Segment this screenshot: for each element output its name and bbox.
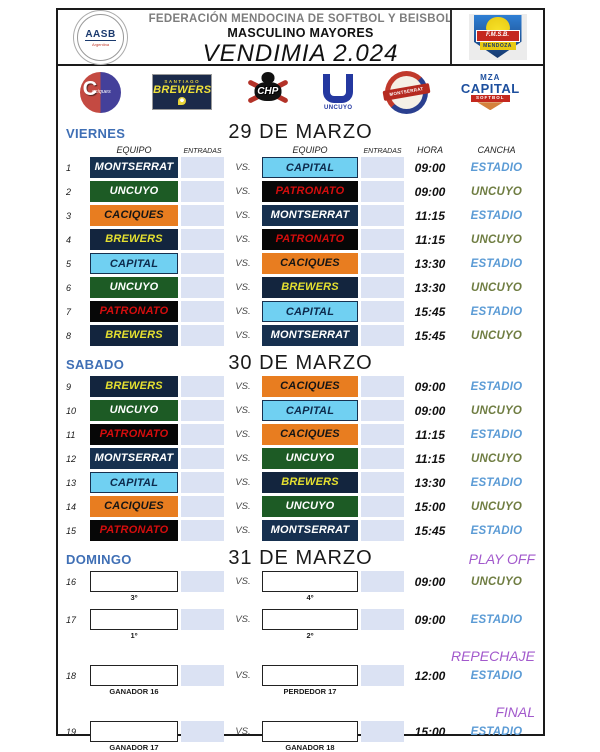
vs-label: VS. <box>235 258 251 269</box>
match-venue: UNCUYO <box>470 575 523 588</box>
match-time: 12:00 <box>414 668 446 683</box>
match-time: 13:30 <box>414 280 446 295</box>
federation-title: FEDERACIÓN MENDOCINA DE SOFTBOL Y BEISBOL <box>148 13 453 25</box>
home-team-cell <box>90 448 178 469</box>
team-box-home: MONTSERRAT <box>90 448 178 469</box>
caciques-logo <box>80 72 121 113</box>
match-number: 11 <box>66 429 76 440</box>
match-number: 5 <box>66 258 72 269</box>
seed-labels-row <box>58 743 543 752</box>
spacer <box>181 687 224 696</box>
entradas-cell[interactable] <box>361 229 404 250</box>
match-venue: ESTADIO <box>470 613 523 626</box>
team-logo-strip <box>58 66 543 118</box>
match-time: 09:00 <box>414 379 446 394</box>
team-box-away: CAPITAL <box>262 301 358 322</box>
uncuyo-logo-text: UNCUYO <box>324 104 353 111</box>
vs-label: VS. <box>235 330 251 341</box>
mza-logo-text: CAPITAL <box>460 80 520 96</box>
seed-labels-row <box>58 687 543 696</box>
team-box-home: BREWERS <box>90 325 178 346</box>
match-row <box>58 571 543 592</box>
away-team-cell <box>262 520 358 541</box>
spacer <box>224 631 262 640</box>
spacer <box>66 631 90 640</box>
home-team-cell <box>90 229 178 250</box>
team-box-home: BREWERS <box>90 229 178 250</box>
stage-label: FINAL <box>495 704 535 720</box>
match-time: 11:15 <box>415 451 445 466</box>
home-team-cell <box>90 571 178 592</box>
montserrat-logo-text: MONTSERRAT <box>382 82 430 100</box>
home-team-cell <box>90 301 178 322</box>
entradas-cell[interactable] <box>361 472 404 493</box>
entradas-cell[interactable] <box>361 181 404 202</box>
match-venue: ESTADIO <box>470 476 523 489</box>
seed-label-away: 2º <box>306 631 314 640</box>
entradas-cell[interactable] <box>181 229 224 250</box>
match-venue: UNCUYO <box>470 281 523 294</box>
entradas-cell[interactable] <box>181 496 224 517</box>
col-entradas-header: ENTRADAS <box>363 148 402 155</box>
entradas-cell[interactable] <box>181 424 224 445</box>
col-entradas-header: ENTRADAS <box>183 148 222 155</box>
entradas-cell[interactable] <box>361 448 404 469</box>
entradas-cell[interactable] <box>361 376 404 397</box>
home-team-cell <box>90 253 178 274</box>
match-row <box>58 157 543 178</box>
seed-label-home: 3º <box>130 593 138 602</box>
match-venue: ESTADIO <box>470 257 523 270</box>
match-row <box>58 181 543 202</box>
team-box-away: MONTSERRAT <box>262 520 358 541</box>
chp-logo <box>244 71 292 113</box>
match-number: 8 <box>66 330 72 341</box>
match-number: 18 <box>66 670 77 681</box>
match-row <box>58 400 543 421</box>
entradas-cell[interactable] <box>361 277 404 298</box>
away-team-cell <box>262 472 358 493</box>
spacer <box>224 593 262 602</box>
day-name: DOMINGO <box>66 552 132 567</box>
caciques-logo-text: aciques <box>91 88 111 95</box>
day-date: 29 DE MARZO <box>228 121 373 143</box>
match-venue: ESTADIO <box>470 524 523 537</box>
match-time: 09:00 <box>414 403 446 418</box>
home-team-cell <box>90 520 178 541</box>
day-stage-label: PLAY OFF <box>468 551 535 567</box>
home-team-cell <box>90 424 178 445</box>
vs-label: VS. <box>235 306 251 317</box>
team-box-away: BREWERS <box>262 472 358 493</box>
team-box-home: MONTSERRAT <box>90 157 178 178</box>
caciques-logo-initial: C <box>82 77 98 100</box>
entradas-cell[interactable] <box>361 400 404 421</box>
match-time: 09:00 <box>414 160 446 175</box>
match-number: 9 <box>66 381 72 392</box>
entradas-cell[interactable] <box>361 609 404 630</box>
match-venue: ESTADIO <box>470 305 523 318</box>
match-row <box>58 472 543 493</box>
match-row <box>58 277 543 298</box>
seed-label-away: PERDEDOR 17 <box>283 687 337 696</box>
day-date: 30 DE MARZO <box>228 352 373 374</box>
aasb-logo-subtext: Argentina <box>91 41 110 47</box>
fmsb-logo-cell <box>450 10 543 64</box>
home-team-cell <box>90 665 178 686</box>
away-team-cell <box>262 229 358 250</box>
team-box-home: CACIQUES <box>90 496 178 517</box>
match-row <box>58 448 543 469</box>
day-header <box>58 118 543 145</box>
vs-label: VS. <box>235 453 251 464</box>
entradas-cell[interactable] <box>361 325 404 346</box>
seed-labels-row <box>58 593 543 602</box>
vs-label: VS. <box>235 477 251 488</box>
away-team-cell <box>262 721 358 742</box>
match-number: 2 <box>66 186 72 197</box>
match-venue: UNCUYO <box>470 329 523 342</box>
team-box-home: PATRONATO <box>90 424 178 445</box>
entradas-cell[interactable] <box>181 520 224 541</box>
match-venue: UNCUYO <box>470 500 523 513</box>
away-team-cell <box>262 609 358 630</box>
entradas-cell[interactable] <box>181 571 224 592</box>
match-venue: UNCUYO <box>470 233 523 246</box>
match-row <box>58 520 543 541</box>
match-row <box>58 609 543 630</box>
entradas-cell[interactable] <box>181 301 224 322</box>
away-team-cell <box>262 448 358 469</box>
vs-label: VS. <box>235 670 251 681</box>
entradas-cell[interactable] <box>181 376 224 397</box>
col-equipo-header: EQUIPO <box>292 145 328 155</box>
mza-shield-icon <box>477 102 503 110</box>
empty-team-box[interactable] <box>262 721 358 742</box>
team-box-away: CAPITAL <box>262 400 358 421</box>
col-hora-header: HORA <box>416 145 443 155</box>
match-venue: UNCUYO <box>470 404 523 417</box>
team-box-home: UNCUYO <box>90 277 178 298</box>
fmsb-logo-text: F.M.S.B. <box>476 30 520 42</box>
team-box-away: CACIQUES <box>262 376 358 397</box>
home-team-cell <box>90 496 178 517</box>
spacer <box>181 743 224 752</box>
team-box-home: UNCUYO <box>90 400 178 421</box>
entradas-cell[interactable] <box>181 181 224 202</box>
entradas-cell[interactable] <box>361 721 404 742</box>
away-team-cell <box>262 400 358 421</box>
match-time: 11:15 <box>415 232 445 247</box>
entradas-cell[interactable] <box>181 253 224 274</box>
seed-labels-row <box>58 631 543 640</box>
spacer <box>66 687 90 696</box>
match-number: 17 <box>66 614 77 625</box>
uncuyo-u-icon <box>323 74 353 103</box>
entradas-cell[interactable] <box>361 571 404 592</box>
match-row <box>58 325 543 346</box>
match-number: 14 <box>66 501 77 512</box>
glove-ball-icon <box>178 97 186 105</box>
home-team-cell <box>90 609 178 630</box>
team-box-away: UNCUYO <box>262 496 358 517</box>
match-row <box>58 229 543 250</box>
tournament-title: VENDIMIA 2.024 <box>202 39 399 67</box>
match-time: 11:15 <box>415 208 445 223</box>
home-team-cell <box>90 277 178 298</box>
entradas-cell[interactable] <box>361 520 404 541</box>
match-time: 09:00 <box>414 612 446 627</box>
empty-team-box[interactable] <box>90 665 178 686</box>
entradas-cell[interactable] <box>181 448 224 469</box>
spacer <box>66 743 90 752</box>
team-box-away: MONTSERRAT <box>262 205 358 226</box>
match-number: 12 <box>66 453 77 464</box>
header <box>58 10 543 66</box>
brewers-logo-text: BREWERS <box>153 84 212 96</box>
match-number: 19 <box>66 726 77 737</box>
empty-team-box[interactable] <box>262 609 358 630</box>
entradas-cell[interactable] <box>361 205 404 226</box>
vs-label: VS. <box>235 282 251 293</box>
brewers-logo-toptext: SANTIAGO <box>164 79 201 84</box>
team-box-home: CACIQUES <box>90 205 178 226</box>
team-box-away: CACIQUES <box>262 253 358 274</box>
match-time: 15:45 <box>414 304 446 319</box>
seed-label-away: 4º <box>306 593 314 602</box>
sections <box>58 118 543 752</box>
category-title: MASCULINO MAYORES <box>227 26 374 41</box>
vs-label: VS. <box>235 405 251 416</box>
match-time: 15:00 <box>414 724 446 739</box>
entradas-cell[interactable] <box>181 609 224 630</box>
seed-label-away: GANADOR 18 <box>285 743 335 752</box>
uncuyo-logo <box>323 74 353 111</box>
day-section-sabado <box>58 349 543 541</box>
vs-label: VS. <box>235 726 251 737</box>
match-row <box>58 205 543 226</box>
match-row <box>58 376 543 397</box>
team-box-away: PATRONATO <box>262 229 358 250</box>
vs-label: VS. <box>235 186 251 197</box>
day-name: SABADO <box>66 357 125 372</box>
match-number: 7 <box>66 306 72 317</box>
entradas-cell[interactable] <box>181 665 224 686</box>
home-team-cell <box>90 721 178 742</box>
match-row <box>58 253 543 274</box>
vs-label: VS. <box>235 162 251 173</box>
empty-team-box[interactable] <box>90 721 178 742</box>
empty-team-box[interactable] <box>262 665 358 686</box>
mza-logo-banner: SOFTBOL <box>471 95 510 102</box>
empty-team-box[interactable] <box>90 609 178 630</box>
entradas-cell[interactable] <box>181 721 224 742</box>
away-team-cell <box>262 181 358 202</box>
column-headers <box>58 145 543 157</box>
team-box-away: UNCUYO <box>262 448 358 469</box>
match-number: 10 <box>66 405 77 416</box>
match-time: 09:00 <box>414 574 446 589</box>
entradas-cell[interactable] <box>361 496 404 517</box>
away-team-cell <box>262 571 358 592</box>
seed-label-home: GANADOR 16 <box>109 687 159 696</box>
entradas-cell[interactable] <box>181 472 224 493</box>
match-number: 15 <box>66 525 77 536</box>
team-box-away: MONTSERRAT <box>262 325 358 346</box>
match-number: 4 <box>66 234 72 245</box>
spacer <box>181 631 224 640</box>
entradas-cell[interactable] <box>361 424 404 445</box>
day-section-domingo <box>58 544 543 752</box>
day-header <box>58 349 543 376</box>
match-number: 6 <box>66 282 72 293</box>
col-cancha-header: CANCHA <box>477 145 516 155</box>
entradas-cell[interactable] <box>361 665 404 686</box>
day-name: VIERNES <box>66 126 126 141</box>
spacer <box>66 593 90 602</box>
team-box-home: CAPITAL <box>90 472 178 493</box>
home-team-cell <box>90 205 178 226</box>
home-team-cell <box>90 400 178 421</box>
match-time: 15:00 <box>414 499 446 514</box>
match-venue: ESTADIO <box>470 209 523 222</box>
day-header <box>58 544 543 571</box>
match-venue: UNCUYO <box>470 185 523 198</box>
vs-label: VS. <box>235 501 251 512</box>
away-team-cell <box>262 157 358 178</box>
match-venue: ESTADIO <box>470 428 523 441</box>
entradas-cell[interactable] <box>181 325 224 346</box>
match-venue: ESTADIO <box>470 725 523 738</box>
team-box-away: BREWERS <box>262 277 358 298</box>
match-time: 13:30 <box>414 475 446 490</box>
away-team-cell <box>262 253 358 274</box>
entradas-cell[interactable] <box>181 205 224 226</box>
vs-label: VS. <box>235 381 251 392</box>
match-venue: ESTADIO <box>470 669 523 682</box>
mza-capital-logo <box>459 74 521 111</box>
match-venue: ESTADIO <box>470 380 523 393</box>
spacer <box>224 743 262 752</box>
day-section-viernes <box>58 118 543 346</box>
away-team-cell <box>262 496 358 517</box>
seed-label-home: 1º <box>130 631 138 640</box>
match-time: 15:45 <box>414 328 446 343</box>
schedule-sheet <box>56 8 545 752</box>
seed-label-home: GANADOR 17 <box>109 743 159 752</box>
team-box-away: PATRONATO <box>262 181 358 202</box>
home-team-cell <box>90 181 178 202</box>
brewers-logo <box>152 74 212 110</box>
match-venue: UNCUYO <box>470 452 523 465</box>
away-team-cell <box>262 325 358 346</box>
match-row <box>58 721 543 742</box>
entradas-cell[interactable] <box>181 277 224 298</box>
fmsb-logo <box>469 14 527 60</box>
away-team-cell <box>262 301 358 322</box>
vs-label: VS. <box>235 210 251 221</box>
vs-label: VS. <box>235 576 251 587</box>
match-time: 15:45 <box>414 523 446 538</box>
team-box-away: CACIQUES <box>262 424 358 445</box>
match-time: 13:30 <box>414 256 446 271</box>
day-date: 31 DE MARZO <box>228 547 373 569</box>
stage-label: REPECHAJE <box>450 648 535 664</box>
spacer <box>181 593 224 602</box>
match-number: 13 <box>66 477 77 488</box>
match-number: 1 <box>66 162 72 173</box>
match-row <box>58 424 543 445</box>
away-team-cell <box>262 424 358 445</box>
montserrat-logo <box>385 71 428 114</box>
spacer <box>224 687 262 696</box>
vs-label: VS. <box>235 234 251 245</box>
entradas-cell[interactable] <box>181 400 224 421</box>
vs-label: VS. <box>235 525 251 536</box>
mza-logo-toptext: MZA <box>480 72 501 82</box>
empty-team-box[interactable] <box>262 571 358 592</box>
home-team-cell <box>90 157 178 178</box>
away-team-cell <box>262 205 358 226</box>
col-equipo-header: EQUIPO <box>116 145 152 155</box>
home-team-cell <box>90 376 178 397</box>
team-box-away: CAPITAL <box>262 157 358 178</box>
entradas-cell[interactable] <box>361 253 404 274</box>
home-team-cell <box>90 472 178 493</box>
empty-team-box[interactable] <box>90 571 178 592</box>
match-number: 16 <box>66 576 77 587</box>
away-team-cell <box>262 665 358 686</box>
match-time: 11:15 <box>415 427 445 442</box>
home-team-cell <box>90 325 178 346</box>
away-team-cell <box>262 277 358 298</box>
aasb-logo-text: AASB <box>85 28 116 40</box>
entradas-cell[interactable] <box>181 157 224 178</box>
match-row <box>58 665 543 686</box>
match-row <box>58 496 543 517</box>
chp-logo-text: CHP <box>257 86 279 97</box>
team-box-home: UNCUYO <box>90 181 178 202</box>
entradas-cell[interactable] <box>361 157 404 178</box>
team-box-home: BREWERS <box>90 376 178 397</box>
team-box-home: PATRONATO <box>90 520 178 541</box>
away-team-cell <box>262 376 358 397</box>
team-box-home: CAPITAL <box>90 253 178 274</box>
vs-label: VS. <box>235 614 251 625</box>
fmsb-logo-subtext: MENDOZA <box>480 42 516 50</box>
entradas-cell[interactable] <box>361 301 404 322</box>
vs-label: VS. <box>235 429 251 440</box>
match-number: 3 <box>66 210 72 221</box>
team-box-home: PATRONATO <box>90 301 178 322</box>
match-time: 09:00 <box>414 184 446 199</box>
match-venue: ESTADIO <box>470 161 523 174</box>
match-row <box>58 301 543 322</box>
